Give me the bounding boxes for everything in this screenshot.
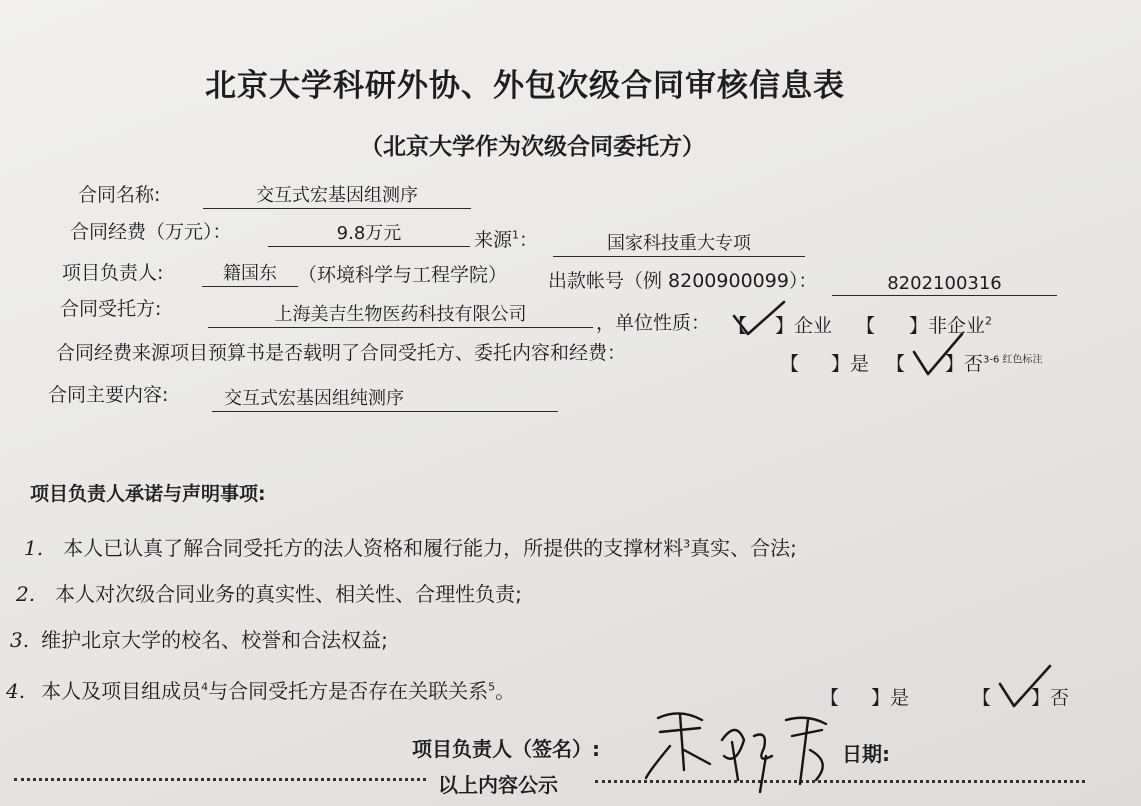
commitment-text-mid: 与合同受托方是否存在关联关系 bbox=[208, 679, 489, 703]
related-yes-label: 是 bbox=[890, 687, 910, 709]
bracket-close: 】 bbox=[871, 687, 891, 709]
bracket-close: 】 bbox=[775, 315, 795, 337]
bracket-open: 【 bbox=[856, 315, 876, 337]
leader-value: 籍国东 bbox=[202, 259, 298, 287]
commitment-number: 1. bbox=[24, 536, 44, 560]
bracket-open: 【 bbox=[780, 353, 800, 375]
handwritten-signature bbox=[640, 700, 840, 800]
bracket-close: 】 bbox=[831, 353, 851, 375]
commitment-number: 4. bbox=[6, 679, 26, 703]
trustee-value: 上海美吉生物医药科技有限公司 bbox=[208, 300, 593, 328]
commitment-item bbox=[24, 532, 797, 561]
commitment-footnote: 3 bbox=[683, 537, 691, 551]
bracket-open: 【 bbox=[886, 353, 906, 375]
budget-yes-label: 是 bbox=[850, 353, 870, 375]
bracket-open: 【 bbox=[820, 687, 840, 709]
fee-label: 合同经费（万元）： bbox=[70, 221, 232, 243]
commitment-text-end: 。 bbox=[495, 679, 516, 703]
content-label: 合同主要内容: bbox=[48, 384, 169, 406]
commitment-number: 3. bbox=[10, 628, 30, 652]
unit-nature-label: ，单位性质： bbox=[596, 312, 711, 334]
budget-question: 合同经费来源项目预算书是否载明了合同受托方、委托内容和经费： bbox=[56, 342, 627, 364]
budget-yes-option bbox=[780, 349, 869, 376]
leader-dept: （环境科学与工程学院） bbox=[298, 264, 508, 286]
contract-name-label: 合同名称: bbox=[78, 184, 161, 206]
bracket-close: 】 bbox=[1031, 687, 1051, 709]
source-value: 国家科技重大专项 bbox=[553, 229, 805, 257]
budget-note: 3-6 红色标注 bbox=[983, 354, 1043, 366]
source-label: 来源 bbox=[474, 229, 513, 251]
form-title: 北京大学科研外协、外包次级合同审核信息表 bbox=[205, 68, 845, 104]
bracket-close: 】 bbox=[945, 353, 965, 375]
form-subtitle: （北京大学作为次级合同委托方） bbox=[360, 134, 705, 160]
commitment-text: 本人及项目组成员 bbox=[41, 679, 202, 703]
commitment-text: 维护北京大学的校名、校誉和合法权益; bbox=[41, 628, 388, 652]
check-mark-budget-no bbox=[910, 332, 970, 378]
enterprise-label: 企业 bbox=[794, 315, 833, 337]
commitment-item bbox=[16, 578, 522, 607]
non-enterprise-label: 非企业 bbox=[928, 315, 986, 337]
related-no-label: 否 bbox=[1050, 687, 1070, 709]
budget-no-label: 否 bbox=[964, 353, 984, 375]
source-label-wrap bbox=[474, 225, 538, 252]
commitment-text: 本人已认真了解合同受托方的法人资格和履行能力，所提供的支撑材料 bbox=[63, 536, 684, 560]
bracket-close: 】 bbox=[909, 315, 929, 337]
bracket-open: 【 bbox=[972, 687, 992, 709]
account-label: 出款帐号（例 8200900099）： bbox=[548, 270, 818, 292]
date-label: 日期: bbox=[842, 742, 890, 766]
source-footnote: 1 bbox=[512, 228, 520, 242]
fee-value: 9.8万元 bbox=[268, 219, 470, 247]
commitment-item bbox=[6, 675, 515, 704]
commitment-text: 本人对次级合同业务的真实性、相关性、合理性负责; bbox=[55, 582, 522, 606]
account-value: 8202100316 bbox=[832, 273, 1057, 296]
contract-name-value: 交互式宏基因组测序 bbox=[203, 181, 471, 209]
non-enterprise-footnote: 2 bbox=[985, 314, 993, 328]
leader-label: 项目负责人: bbox=[62, 262, 164, 284]
dotted-divider-left bbox=[14, 778, 426, 781]
content-value: 交互式宏基因组纯测序 bbox=[212, 384, 558, 412]
commitment-footnote: 4 bbox=[201, 680, 209, 694]
trustee-label: 合同受托方: bbox=[60, 298, 162, 320]
commitment-footnote-2: 5 bbox=[488, 680, 496, 694]
check-mark-related-no bbox=[996, 664, 1058, 710]
commitments-heading: 项目负责人承诺与声明事项: bbox=[30, 483, 266, 505]
public-notice: 以上内容公示 bbox=[438, 773, 558, 797]
signature-label: 项目负责人（签名）: bbox=[412, 737, 600, 761]
commitment-text-end: 真实、合法; bbox=[690, 536, 797, 560]
bracket-open: 【 bbox=[728, 315, 748, 337]
check-mark-enterprise bbox=[730, 300, 790, 340]
source-colon: ： bbox=[519, 229, 539, 251]
commitment-item bbox=[10, 624, 388, 653]
commitment-number: 2. bbox=[16, 582, 36, 606]
